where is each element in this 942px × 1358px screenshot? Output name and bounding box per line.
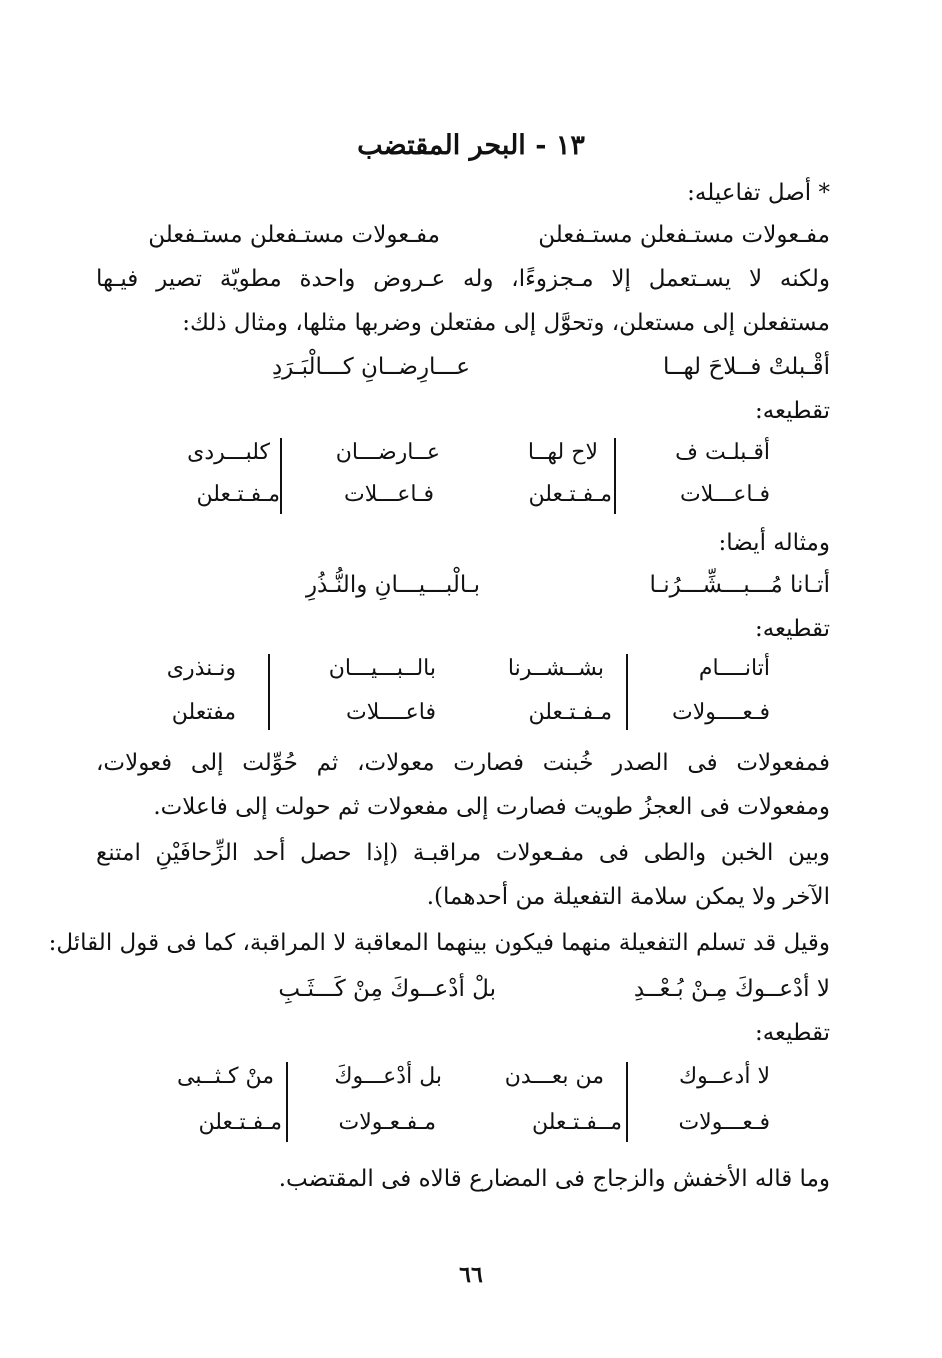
verse-hemistich-1: أتـانا مُـــبـــشِّـــرُنـا: [649, 572, 830, 598]
paragraph-line: وما قاله الأخفش والزجاج فى المضارع قالاه فى المقتضب.: [278, 1166, 830, 1192]
paragraph-line: مستفعلن إلى مستعلن، وتحوَّل إلى مفتعلن وضربها مثلها، ومثال ذلك:: [182, 310, 830, 336]
scansion-label: تقطيعه:: [754, 1020, 830, 1046]
scansion-divider: [280, 438, 282, 514]
scansion-cell: مــفـتـعلن: [532, 1110, 622, 1135]
scansion-divider: [626, 1062, 628, 1142]
scansion-cell: أقـبلـت ف: [675, 440, 770, 465]
paragraph-line: ولكنه لا يسـتعمل إلا مـجزوءًا، وله عـروض واحدة مطويّة تصير فيـها: [96, 266, 830, 292]
scansion-cell: مـفـعـولات: [338, 1110, 436, 1135]
scansion-cell: فـعـــولات: [678, 1110, 770, 1135]
verse-hemistich-1: أقْـبلتْ فــلاحَ لهــا: [662, 354, 830, 380]
paragraph-line: ومفعولات فى العجزُ طويت فصارت إلى مفعولات ثم حولت إلى فاعلات.: [153, 794, 830, 820]
scansion-divider: [268, 654, 270, 730]
scansion-cell: منْ كـثــبى: [177, 1064, 274, 1089]
scansion-divider: [626, 654, 628, 730]
paragraph-line: الآخر ولا يمكن سلامة التفعيلة من أحدهما).: [426, 884, 830, 910]
scansion-cell: بالــبـــيـــان: [328, 656, 436, 681]
verse-hemistich-2: بـالْبـــيـــانِ والنُّـذُرِ: [305, 572, 480, 598]
scansion-cell: فاعــــلات: [346, 700, 436, 725]
scansion-cell: بشــشــرنا: [507, 656, 604, 681]
paragraph-line: وبين الخبن والطى فى مفـعولات مراقبـة (إذا حصل أحد الزِّحافَيْنِ امتنع: [96, 840, 830, 866]
page-number: ٦٦: [459, 1262, 483, 1288]
scansion-divider: [614, 438, 616, 514]
example-label: ومثاله أيضا:: [718, 530, 830, 556]
scansion-cell: مـفـتـعلن: [528, 482, 612, 507]
paragraph-line: وقيل قد تسلم التفعيلة منهما فيكون بينهما المعاقبة لا المراقبة، كما فى قول القائل:: [48, 930, 830, 956]
base-feet-hemistich-2: مفـعولات مستـفعلن مستـفعلن: [148, 222, 440, 248]
verse-hemistich-1: لا أدْعــوكَ مِـنْ بُـعْــدِ: [633, 976, 830, 1002]
base-feet-hemistich-1: مفـعولات مستـفعلن مستـفعلن: [538, 222, 830, 248]
scansion-cell: بل أدْعـــوكَ: [334, 1064, 442, 1089]
scansion-cell: مـفـتـعلن: [196, 482, 280, 507]
verse-hemistich-2: عـــارِضــانِ كـــالْبَـرَدِ: [271, 354, 470, 380]
paragraph-line: فمفعولات فى الصدر خُبنت فصارت معولات، ثم حُوِّلت إلى فعولات،: [96, 750, 830, 776]
intro-heading: * أصل تفاعيله:: [687, 180, 830, 206]
scansion-cell: مفتعلن: [171, 700, 236, 725]
scansion-cell: لاح لهــا: [527, 440, 598, 465]
page-title: ١٣ - البحر المقتضب: [357, 130, 585, 161]
scansion-cell: لا أدعــوك: [679, 1064, 770, 1089]
scansion-cell: من بعـــدن: [504, 1064, 604, 1089]
scansion-cell: فـاعـــلات: [680, 482, 770, 507]
scansion-cell: مـفـتـعلن: [528, 700, 612, 725]
verse-hemistich-2: بلْ أدْعــوكَ مِنْ كَـــثَـبِ: [278, 976, 496, 1002]
scansion-cell: كلبـــردى: [187, 440, 270, 465]
scansion-cell: أتانــــام: [698, 656, 770, 681]
scansion-cell: فـاعـــلات: [344, 482, 434, 507]
scansion-cell: ونـنذرى: [166, 656, 236, 681]
scansion-cell: عــارضـــان: [335, 440, 440, 465]
scansion-cell: فـعــــولات: [672, 700, 770, 725]
scansion-divider: [286, 1062, 288, 1142]
scansion-cell: مـفـتـعلن: [198, 1110, 282, 1135]
scansion-label: تقطيعه:: [754, 398, 830, 424]
scansion-label: تقطيعه:: [754, 616, 830, 642]
